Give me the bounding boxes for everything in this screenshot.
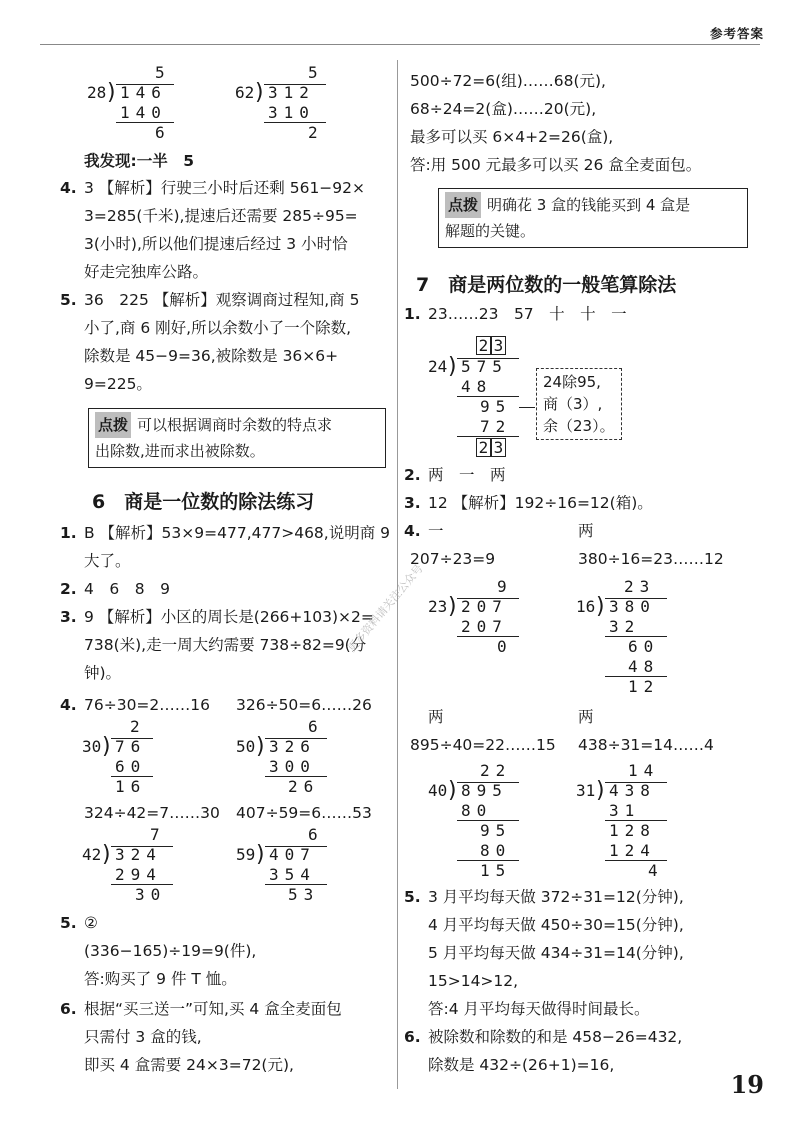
quotient: 22	[480, 761, 512, 780]
item-text: 两	[578, 708, 594, 726]
item-text: ②	[84, 914, 98, 932]
product: 80	[461, 801, 493, 820]
tip-text: 解题的关键。	[445, 222, 536, 240]
item-text: 9=225。	[84, 375, 152, 393]
quotient: 9	[497, 577, 507, 596]
watermark: 更多资料请关注公众号	[345, 562, 426, 655]
product: 60	[115, 757, 147, 776]
item-text: 738(米),走一周大约需要 738÷82=9(分	[84, 636, 367, 654]
item-text: 答:4 月平均每天做得时间最长。	[428, 1000, 650, 1018]
equation: 407÷59=6……53	[236, 804, 372, 822]
header-rule	[40, 44, 760, 45]
equation: 207÷23=9	[410, 550, 496, 568]
product: 31	[609, 801, 641, 820]
quotient: 14	[628, 761, 660, 780]
divisor: 40	[428, 781, 448, 800]
quotient-box: 3	[491, 336, 506, 355]
partial-dividend: 95	[480, 821, 512, 840]
remainder: 15	[480, 861, 512, 880]
item-number: 3.	[60, 608, 77, 626]
note-text: 商（3）,	[543, 395, 603, 413]
tip-box	[438, 188, 748, 248]
item-text: 除数是 432÷(26+1)=16,	[428, 1056, 615, 1074]
note-text: 24除95,	[543, 373, 601, 391]
product: 80	[480, 841, 512, 860]
remainder-box: 2	[476, 438, 491, 457]
quotient: 5	[308, 63, 318, 82]
item-text: 500÷72=6(组)……68(元),	[410, 72, 606, 90]
dividend: 207	[461, 597, 508, 616]
item-text: 3 月平均每天做 372÷31=12(分钟),	[428, 888, 684, 906]
item-text: 根据“买三送一”可知,买 4 盒全麦面包	[84, 1000, 342, 1018]
subtract-bar	[457, 636, 519, 637]
product: 294	[115, 865, 162, 884]
product: 354	[269, 865, 316, 884]
partial-dividend: 128	[609, 821, 656, 840]
item-text: 两 一 两	[428, 466, 506, 484]
item-text: 5 月平均每天做 434÷31=14(分钟),	[428, 944, 684, 962]
divisor: 50	[236, 737, 256, 756]
item-number: 1.	[60, 524, 77, 542]
item-number: 4.	[60, 696, 77, 714]
equation: 895÷40=22……15	[410, 736, 556, 754]
item-number: 6.	[404, 1028, 421, 1046]
equation: 438÷31=14……4	[578, 736, 714, 754]
divisor: 28	[87, 83, 107, 102]
item-text: 4 月平均每天做 450÷30=15(分钟),	[428, 916, 684, 934]
equation: 380÷16=23……12	[578, 550, 724, 568]
division-bracket: )	[446, 354, 460, 379]
product: 72	[480, 417, 512, 436]
remainder: 12	[628, 677, 660, 696]
quotient: 23	[624, 577, 656, 596]
remainder: 4	[648, 861, 658, 880]
product: 300	[269, 757, 316, 776]
item-text: 答:购买了 9 件 T 恤。	[84, 970, 237, 988]
item-text: 答:用 500 元最多可以买 26 盒全麦面包。	[410, 156, 702, 174]
product: 207	[461, 617, 508, 636]
item-text: 除数是 45−9=36,被除数是 36×6+	[84, 347, 339, 365]
divisor: 31	[576, 781, 596, 800]
item-number: 3.	[404, 494, 421, 512]
item-number: 6.	[60, 1000, 77, 1018]
dividend: 324	[115, 845, 162, 864]
division-bracket: )	[105, 80, 119, 105]
page-header-title: 参考答案	[709, 26, 764, 41]
quotient: 7	[150, 825, 160, 844]
item-text: 15>14>12,	[428, 972, 519, 990]
item-text: 3 【解析】行驶三小时后还剩 561−92×	[84, 179, 365, 197]
dividend: 146	[120, 83, 167, 102]
note-arrow	[519, 407, 535, 408]
remainder: 30	[135, 885, 167, 904]
item-text: 被除数和除数的和是 458−26=432,	[428, 1028, 683, 1046]
section-title-6: 6 商是一位数的除法练习	[92, 491, 315, 513]
divisor: 62	[235, 83, 255, 102]
item-text: 3(小时),所以他们提速后经过 3 小时恰	[84, 235, 348, 253]
remainder: 2	[308, 123, 318, 142]
dividend: 895	[461, 781, 508, 800]
product: 48	[461, 377, 493, 396]
item-number: 2.	[404, 466, 421, 484]
partial-dividend: 95	[480, 397, 512, 416]
division-bracket: )	[446, 778, 460, 803]
discovery-line: 我发现:一半 5	[84, 152, 194, 170]
item-number: 5.	[60, 914, 77, 932]
product: 140	[120, 103, 167, 122]
item-number: 4.	[60, 179, 77, 197]
item-text: 一	[428, 522, 444, 540]
remainder-box: 3	[491, 438, 506, 457]
dividend: 438	[609, 781, 656, 800]
item-text: 大了。	[84, 552, 131, 570]
item-text: 4 6 8 9	[84, 580, 170, 598]
quotient: 6	[308, 825, 318, 844]
tip-label: 点拨	[445, 192, 481, 218]
product: 32	[609, 617, 641, 636]
dividend: 76	[115, 737, 147, 756]
divisor: 23	[428, 597, 448, 616]
section-title-7: 7 商是两位数的一般笔算除法	[416, 274, 677, 296]
note-box	[536, 368, 622, 440]
item-number: 5.	[60, 291, 77, 309]
division-bracket: )	[100, 842, 114, 867]
tip-text: 可以根据调商时余数的特点求	[137, 416, 333, 434]
item-text: B 【解析】53×9=477,477>468,说明商 9	[84, 524, 391, 542]
item-text: 9 【解析】小区的周长是(266+103)×2=	[84, 608, 374, 626]
division-bracket: )	[254, 734, 268, 759]
remainder: 26	[288, 777, 320, 796]
divisor: 59	[236, 845, 256, 864]
tip-label: 点拨	[95, 412, 131, 438]
subtract-bar	[605, 860, 667, 861]
quotient: 6	[308, 717, 318, 736]
tip-box	[88, 408, 386, 468]
item-text: 3=285(千米),提速后还需要 285÷95=	[84, 207, 358, 225]
note-text: 余（23）。	[543, 417, 615, 435]
remainder: 6	[155, 123, 165, 142]
item-text: 两	[428, 708, 444, 726]
division-bracket: )	[254, 842, 268, 867]
subtract-bar	[457, 436, 519, 437]
dividend: 407	[269, 845, 316, 864]
item-text: 钟)。	[84, 664, 122, 682]
item-text: 12 【解析】192÷16=12(箱)。	[428, 494, 653, 512]
dividend: 326	[269, 737, 316, 756]
item-text: 即买 4 盒需要 24×3=72(元),	[84, 1056, 294, 1074]
column-divider	[397, 60, 398, 1089]
item-text: 68÷24=2(盒)……20(元),	[410, 100, 597, 118]
tip-text: 明确花 3 盒的钱能买到 4 盒是	[487, 196, 691, 214]
dividend: 380	[609, 597, 656, 616]
item-number: 4.	[404, 522, 421, 540]
product: 124	[609, 841, 656, 860]
subtract-bar	[116, 122, 174, 123]
equation: 324÷42=7……30	[84, 804, 220, 822]
dividend: 312	[268, 83, 315, 102]
item-number: 5.	[404, 888, 421, 906]
division-bracket: )	[446, 594, 460, 619]
item-text: 36 225 【解析】观察调商过程知,商 5	[84, 291, 360, 309]
item-number: 1.	[404, 305, 421, 323]
item-text: 小了,商 6 刚好,所以余数小了一个除数,	[84, 319, 351, 337]
division-bracket: )	[594, 778, 608, 803]
equation: 326÷50=6……26	[236, 696, 372, 714]
item-number: 2.	[60, 580, 77, 598]
partial-dividend: 60	[628, 637, 660, 656]
page-number: 19	[730, 1070, 764, 1099]
product: 48	[628, 657, 660, 676]
division-bracket: )	[253, 80, 267, 105]
remainder: 0	[497, 637, 507, 656]
item-text: (336−165)÷19=9(件),	[84, 942, 257, 960]
item-text: 最多可以买 6×4+2=26(盒),	[410, 128, 614, 146]
divisor: 24	[428, 357, 448, 376]
tip-text: 出除数,进而求出被除数。	[95, 442, 265, 460]
quotient: 2	[130, 717, 140, 736]
quotient-box: 2	[476, 336, 491, 355]
remainder: 16	[115, 777, 147, 796]
dividend: 575	[461, 357, 508, 376]
product: 310	[268, 103, 315, 122]
divisor: 16	[576, 597, 596, 616]
divisor: 42	[82, 845, 102, 864]
item-text: 两	[578, 522, 594, 540]
item-text: 23……23 57 十 十 一	[428, 305, 627, 323]
division-bracket: )	[100, 734, 114, 759]
divisor: 30	[82, 737, 102, 756]
item-text: 好走完独库公路。	[84, 263, 209, 281]
equation: 76÷30=2……16	[84, 696, 211, 714]
division-bracket: )	[594, 594, 608, 619]
item-text: 只需付 3 盒的钱,	[84, 1028, 202, 1046]
remainder: 53	[288, 885, 320, 904]
quotient: 5	[155, 63, 165, 82]
